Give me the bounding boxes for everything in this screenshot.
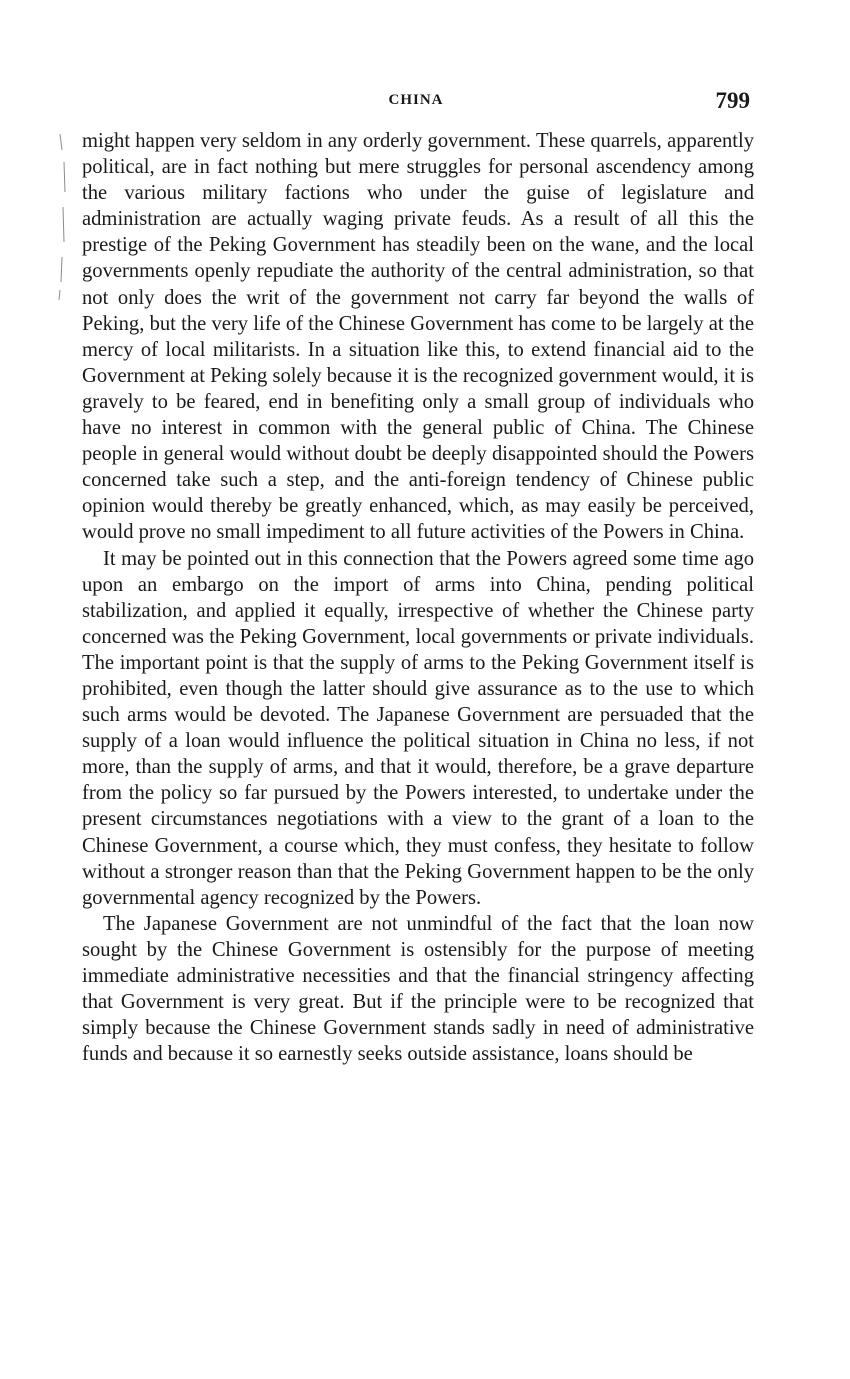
paragraph-2: It may be pointed out in this connection that the Powers agreed some time ago upon an embargo on the import of arms into China, pending political stabilization, and applied it equally, irrespective of whether the Chinese party concerned was the Peking Government, local governments or private individuals. The important point is that the supply of arms to the Peking Government itself is prohibited, even though the latter should give assurance as to the use to which such arms would be devoted. The Japanese Government are persuaded that the supply of a loan would influence the political situation in China no less, if not more, than the supply of arms, and that it would, therefore, be a grave departure from the policy so far pursued by the Powers interested, to undertake under the present circumstances negotiations with a view to the grant of a loan to the Chinese Government, a course which, they must confess, they hesitate to follow without a stronger reason than that the Peking Government happen to be the only governmental agency recognized by the Powers.: [82, 547, 754, 909]
margin-pencil-mark: [58, 132, 68, 302]
body-text: [82, 128, 754, 1067]
running-head: CHINA: [388, 92, 444, 108]
page-number: 799: [715, 88, 750, 113]
paragraph-3: The Japanese Government are not unmindful of the fact that the loan now sought by the Chinese Government is ostensibly for the purpose of meeting immediate administrative necessities and that the financial stringency affecting that Government is very great. But if the principle were to be recognized that simply because the Chinese Government stands sadly in need of administrative funds and because it so earnestly seeks outside assistance, loans should be: [82, 912, 754, 1066]
paragraph-1: might happen very seldom in any orderly government. These quarrels, apparently political, are in fact nothing but mere struggles for personal ascendency among the various military factions who under the guise of legislature and administration are actually waging private feuds. As a result of all this the prestige of the Peking Government has steadily been on the wane, and the local governments openly repudiate the authority of the central administration, so that not only does the writ of the government not carry far beyond the walls of Peking, but the very life of the Chinese Government has come to be largely at the mercy of local militarists. In a situation like this, to extend financial aid to the Government at Peking solely because it is the recognized government would, it is gravely to be feared, end in benefiting only a small group of individuals who have no interest in common with the general public of China. The Chinese people in general would without doubt be deeply disappointed should the Powers concerned take such a step, and the anti-foreign tendency of Chinese public opinion would thereby be greatly enhanced, which, as may easily be perceived, would prove no small impediment to all future activities of the Powers in China.: [82, 130, 754, 544]
page-header: [82, 88, 750, 118]
